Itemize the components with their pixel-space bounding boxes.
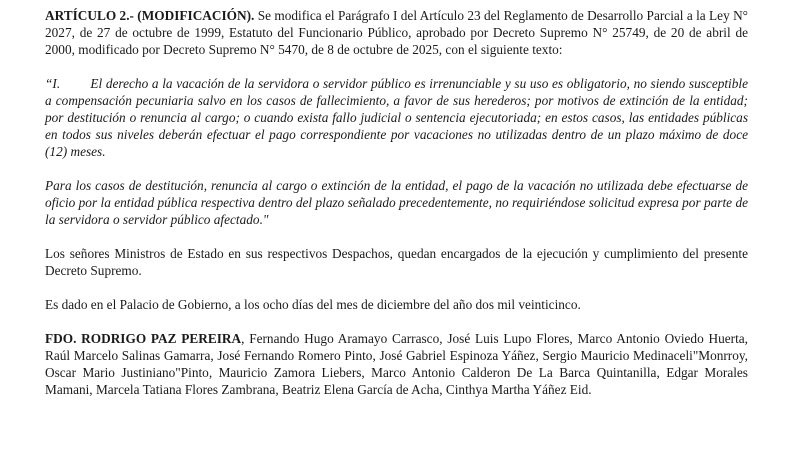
given-paragraph: Es dado en el Palacio de Gobierno, a los ocho días del mes de diciembre del año dos mil veinticinco. (45, 297, 581, 312)
quote-numeral: I. (52, 76, 61, 91)
ministers-paragraph: Los señores Ministros de Estado en sus respectivos Despachos, quedan encargados de la ejecución y cumplimiento del presente Decreto Supremo. (45, 246, 748, 278)
signatures-paragraph (45, 330, 748, 398)
article-body: Se modifica el Parágrafo I del Artículo 23 del Reglamento de Desarrollo Parcial a la Ley N° 2027, de 27 de octubre de 1999, Estatuto del Funcionario Público, aprobado por Decreto Supremo N° 25749, de 20 de abril de 2000, modificado por Decreto Supremo N° 5470, de 8 de octubre de 2025, con el siguiente texto: (45, 8, 748, 57)
decree-document (45, 7, 748, 415)
article-paragraph (45, 7, 748, 58)
signatures-rest: , Fernando Hugo Aramayo Carrasco, José Luis Lupo Flores, Marco Antonio Oviedo Huerta, Raúl Marcelo Salinas Gamarra, José Fernando Romero Pinto, José Gabriel Espinoza Yáñez, Sergio Mauricio Medinaceli"Monrroy, Oscar Mario Justiniano"Pinto, Mauricio Zamora Liebers, Marco Antonio Calderon De La Barca Quintanilla, Edgar Morales Mamani, Marcela Tatiana Flores Zambrana, Beatriz Elena García de Acha, Cinthya Martha Yáñez Eid. (45, 331, 748, 397)
quote-paragraph-2-text: Para los casos de destitución, renuncia al cargo o extinción de la entidad, el pago de la vacación no utilizada debe efectuarse de oficio por la entidad pública respectiva dentro del plazo señalado precedentemente, no requiriéndose solicitud expresa por parte de la servidora o servidor público afectado." (45, 178, 748, 227)
quoted-paragraph-1 (45, 75, 748, 160)
quoted-paragraph-2 (45, 177, 748, 228)
signatures-lead: FDO. RODRIGO PAZ PEREIRA (45, 331, 242, 346)
article-heading: ARTÍCULO 2.- (MODIFICACIÓN). (45, 8, 255, 23)
quote-open-mark: “ (45, 76, 53, 91)
quote-paragraph-1-text: El derecho a la vacación de la servidora o servidor público es irrenunciable y su uso es obligatorio, no siendo susceptible a compensación pecuniaria salvo en los casos de fallecimiento, a favor de sus herederos; por motivos de extinción de la entidad; por destitución o renuncia al cargo; o cuando exista fallo judicial o sentencia ejecutoriada; en estos casos, las entidades públicas en todos sus niveles deberán efectuar el pago correspondiente por vacaciones no utilizadas dentro de un plazo máximo de doce (12) meses. (45, 76, 748, 159)
